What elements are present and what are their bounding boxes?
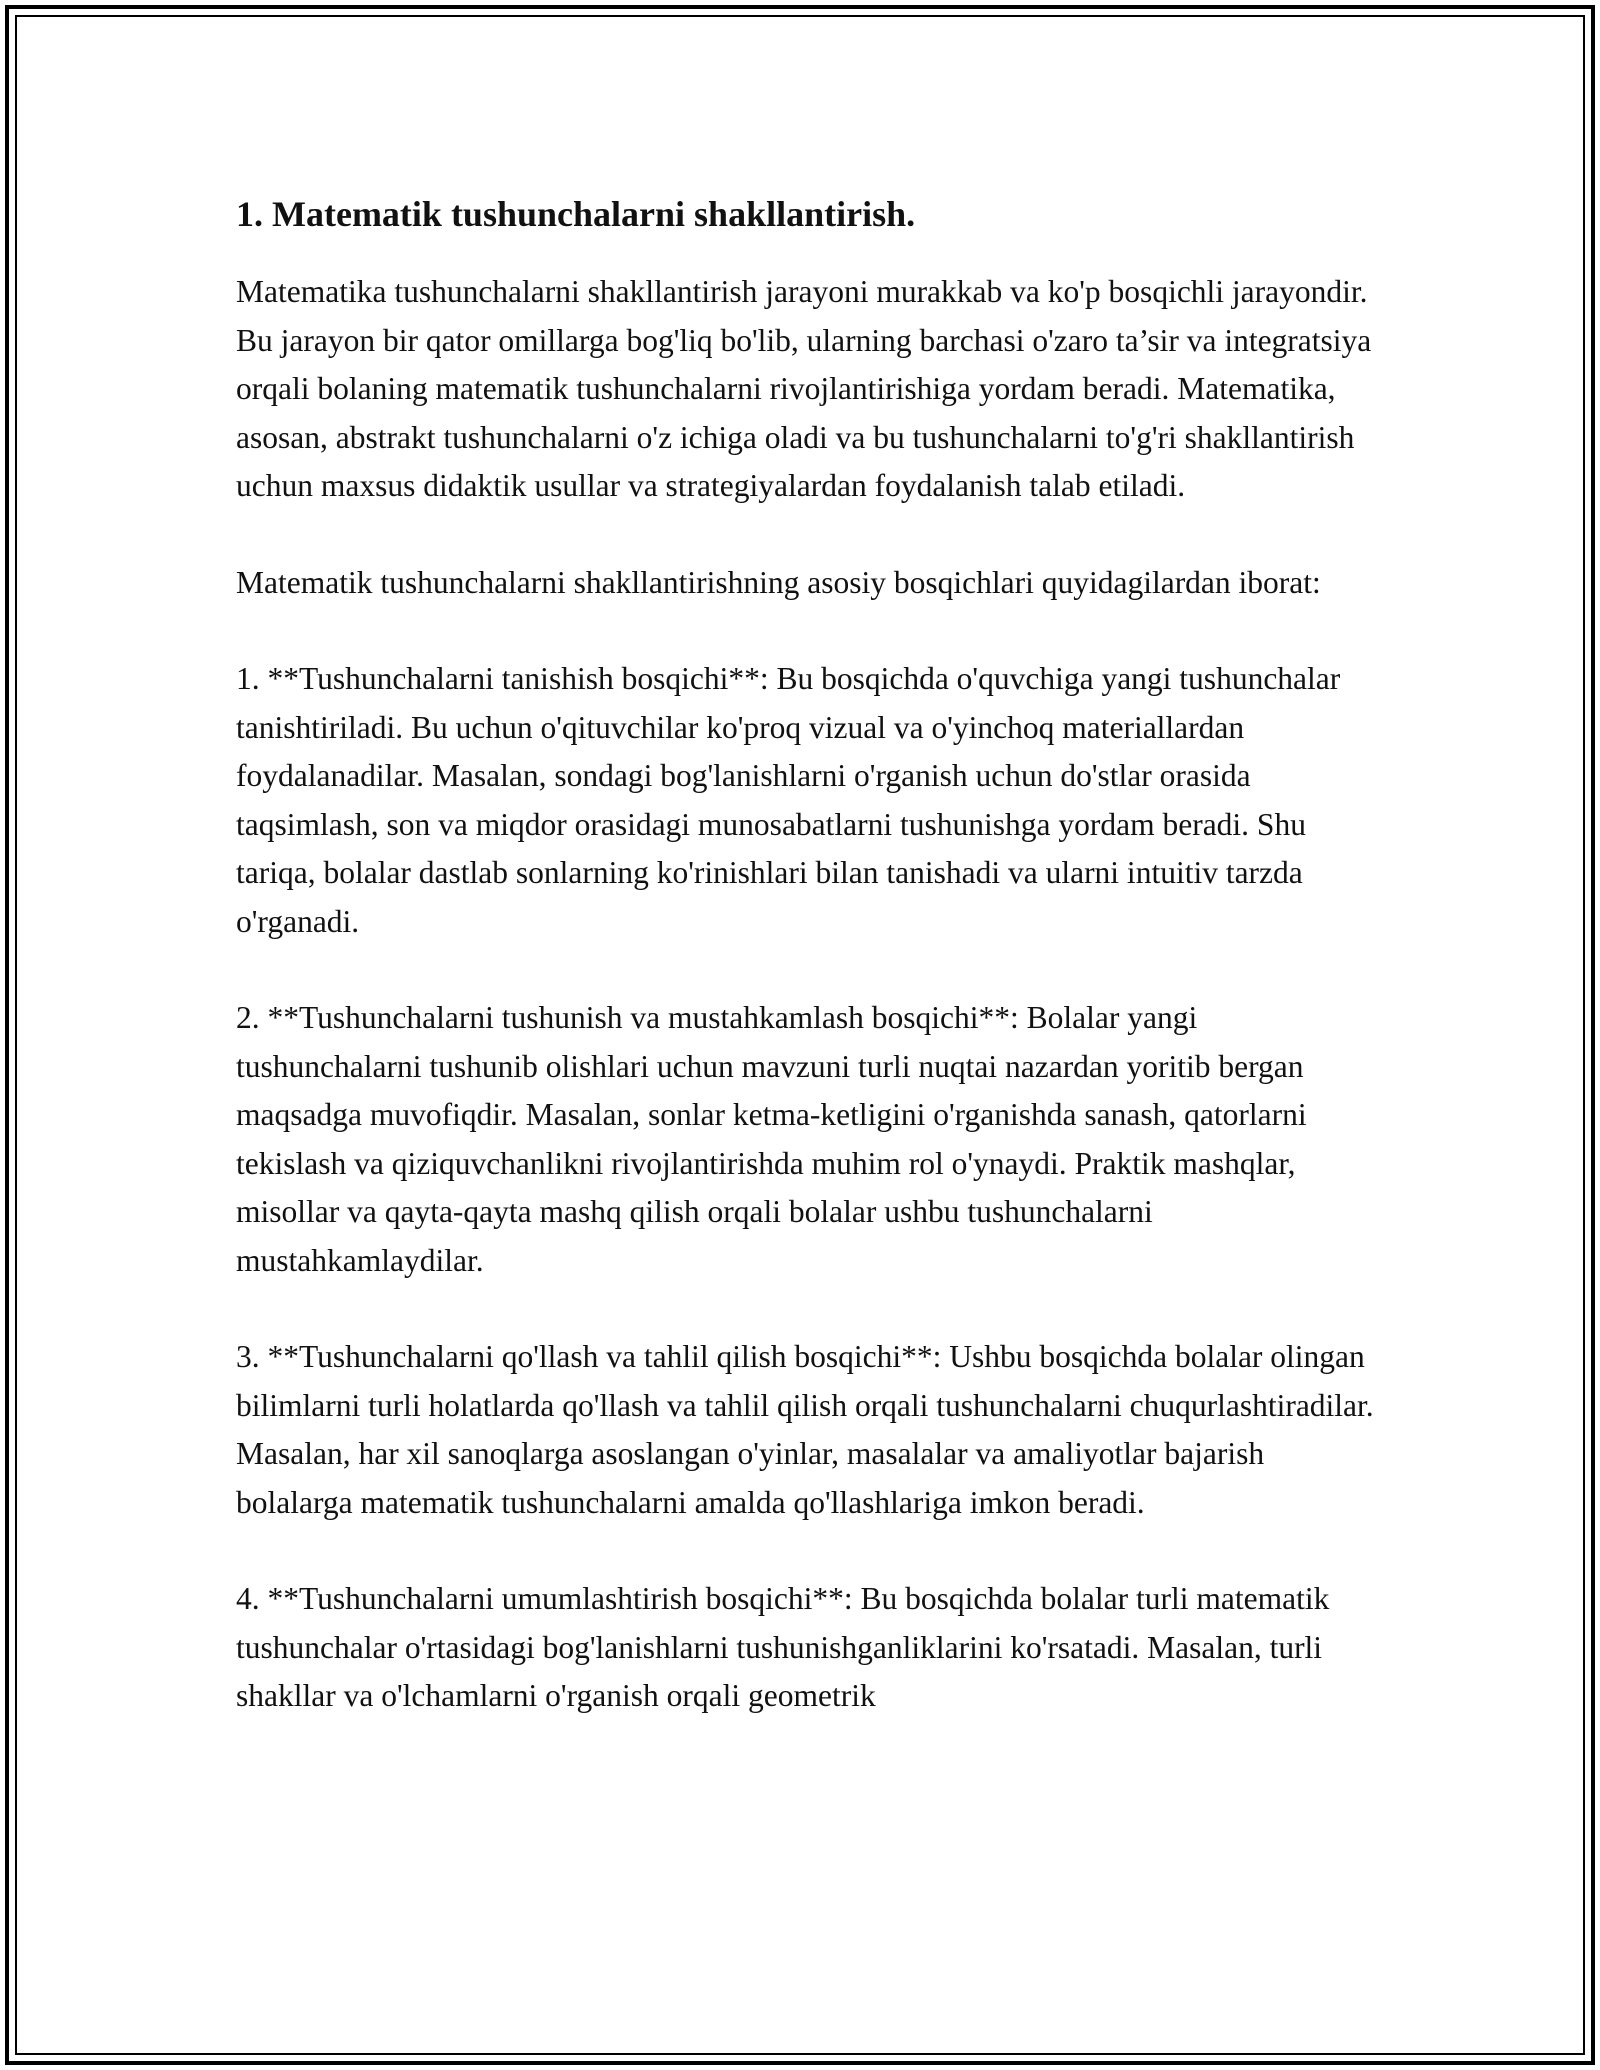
paragraph-intro: Matematika tushunchalarni shakllantirish jarayoni murakkab va ko'p bosqichli jarayondir. Bu jarayon bir qator omillarga bog'liq bo'lib, ularning barchasi o'zaro ta’sir va integratsiya orqali bolaning matematik tushunchalarni rivojlantirishiga yordam beradi. Matematika, asosan, abstrakt tushunchalarni o'z ichiga oladi va bu tushunchalarni to'g'ri shakllantirish uchun maxsus didaktik usullar va strategiyalardan foydalanish talab etiladi.	[236, 274, 1372, 503]
paragraph-stage-3: 3. **Tushunchalarni qo'llash va tahlil qilish bosqichi**: Ushbu bosqichda bolalar olingan bilimlarni turli holatlarda qo'llash va tahlil qilish orqali tushunchalarni chuqurlashtiradilar. Masalan, har xil sanoqlarga asoslangan o'yinlar, masalalar va amaliyotlar bajarish bolalarga matematik tushunchalarni amalda qo'llashlariga imkon beradi.	[236, 1339, 1374, 1520]
section-heading: 1. Matematik tushunchalarni shakllantirish.	[236, 194, 916, 234]
document-body	[236, 188, 1376, 1721]
paragraph-stage-2: 2. **Tushunchalarni tushunish va mustahkamlash bosqichi**: Bolalar yangi tushunchalarni tushunib olishlari uchun mavzuni turli nuqtai nazardan yoritib bergan maqsadga muvofiqdir. Masalan, sonlar ketma-ketligini o'rganishda sanash, qatorlarni tekislash va qiziquvchanlikni rivojlantirishda muhim rol o'ynaydi. Praktik mashqlar, misollar va qayta-qayta mashq qilish orqali bolalar ushbu tushunchalarni mustahkamlaydilar.	[236, 1000, 1307, 1278]
paragraph-stage-4: 4. **Tushunchalarni umumlashtirish bosqichi**: Bu bosqichda bolalar turli matematik tushunchalar o'rtasidagi bog'lanishlarni tushunishganliklarini ko'rsatadi. Masalan, turli shakllar va o'lchamlarni o'rganish orqali geometrik	[236, 1581, 1330, 1713]
paragraph-stages-intro: Matematik tushunchalarni shakllantirishning asosiy bosqichlari quyidagilardan iborat:	[236, 564, 1321, 600]
paragraph-stage-1: 1. **Tushunchalarni tanishish bosqichi**: Bu bosqichda o'quvchiga yangi tushunchalar tanishtiriladi. Bu uchun o'qituvchilar ko'proq vizual va o'yinchoq materiallardan foydalanadilar. Masalan, sondagi bog'lanishlarni o'rganish uchun do'stlar orasida taqsimlash, son va miqdor orasidagi munosabatlarni tushunishga yordam beradi. Shu tariqa, bolalar dastlab sonlarning ko'rinishlari bilan tanishadi va ularni intuitiv tarzda o'rganadi.	[236, 661, 1341, 939]
